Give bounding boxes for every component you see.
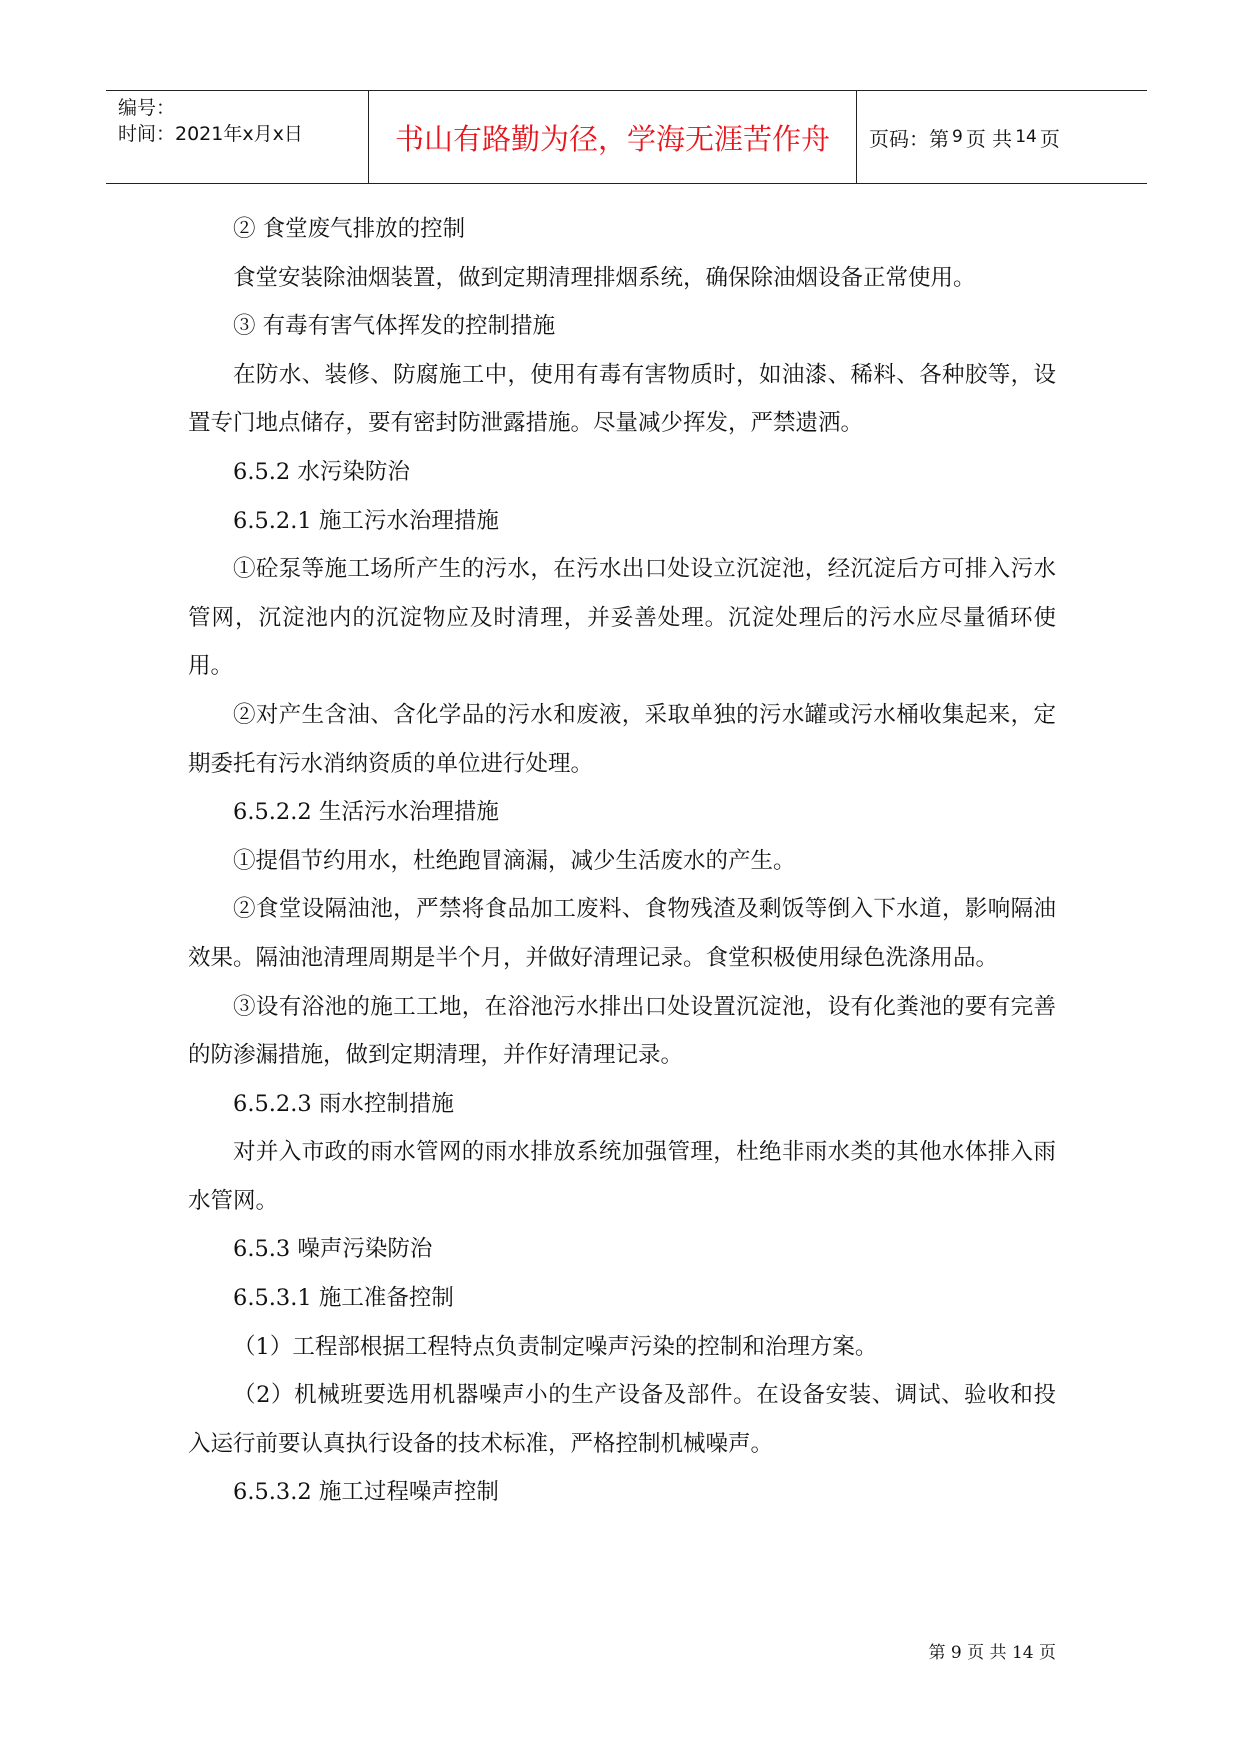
section-heading: 6.5.2.2 生活污水治理措施 (233, 799, 499, 826)
page-header (106, 90, 1147, 184)
time-label: 时间：2021年x月x日 (118, 123, 303, 145)
section-heading: 6.5.3.2 施工过程噪声控制 (233, 1479, 499, 1506)
header-meta (106, 91, 368, 183)
page-label-prefix: 页码：第 (869, 126, 949, 151)
header-motto-cell (368, 91, 857, 183)
paragraph: ② 食堂废气排放的控制 (233, 216, 466, 242)
section-heading: 6.5.2 水污染防治 (233, 458, 410, 485)
section-heading: 6.5.2.3 雨水控制措施 (233, 1090, 454, 1117)
paragraph: 对并入市政的雨水管网的雨水排放系统加强管理，杜绝非雨水类的其他水体排入雨水管网。 (188, 1139, 1056, 1214)
serial-label: 编号： (118, 97, 176, 119)
paragraph: 食堂安装除油烟装置，做到定期清理排烟系统，确保除油烟设备正常使用。 (233, 264, 976, 291)
document-body (188, 205, 1056, 1517)
page-label-suffix: 页 (1039, 126, 1060, 151)
page-current: 9 (952, 127, 963, 147)
paragraph: ③设有浴池的施工工地，在浴池污水排出口处设置沉淀池，设有化粪池的要有完善的防渗漏措施，做到定期清理，并作好清理记录。 (188, 993, 1056, 1069)
page-footer: 第 9 页 共 14 页 (928, 1643, 1056, 1663)
paragraph: ②对产生含油、含化学品的污水和废液，采取单独的污水罐或污水桶收集起来，定期委托有污水消纳资质的单位进行处理。 (188, 701, 1056, 777)
paragraph: ①提倡节约用水，杜绝跑冒滴漏，减少生活废水的产生。 (233, 847, 796, 874)
page-label-mid: 页 共 (965, 126, 1013, 151)
page-total: 14 (1015, 127, 1037, 147)
section-heading: 6.5.3.1 施工准备控制 (233, 1285, 454, 1312)
section-heading: 6.5.2.1 施工污水治理措施 (233, 507, 499, 534)
paragraph: ③ 有毒有害气体挥发的控制措施 (233, 313, 556, 340)
paragraph: 在防水、装修、防腐施工中，使用有毒有害物质时，如油漆、稀料、各种胶等，设置专门地点储存，要有密封防泄露措施。尽量减少挥发，严禁遗洒。 (188, 361, 1056, 437)
paragraph: （1）工程部根据工程特点负责制定噪声污染的控制和治理方案。 (233, 1333, 878, 1360)
paragraph: ①砼泵等施工场所产生的污水，在污水出口处设立沉淀池，经沉淀后方可排入污水管网，沉淀池内的沉淀物应及时清理，并妥善处理。沉淀处理后的污水应尽量循环使用。 (188, 556, 1056, 680)
paragraph: ②食堂设隔油池，严禁将食品加工废料、食物残渣及剩饭等倒入下水道，影响隔油效果。隔油池清理周期是半个月，并做好清理记录。食堂积极使用绿色洗涤用品。 (188, 896, 1056, 971)
header-page-info (857, 91, 1147, 183)
motto: 书山有路勤为径，学海无涯苦作舟 (394, 121, 830, 156)
section-heading: 6.5.3 噪声污染防治 (233, 1236, 433, 1263)
paragraph: （2）机械班要选用机器噪声小的生产设备及部件。在设备安装、调试、验收和投入运行前要认真执行设备的技术标准，严格控制机械噪声。 (188, 1382, 1056, 1457)
